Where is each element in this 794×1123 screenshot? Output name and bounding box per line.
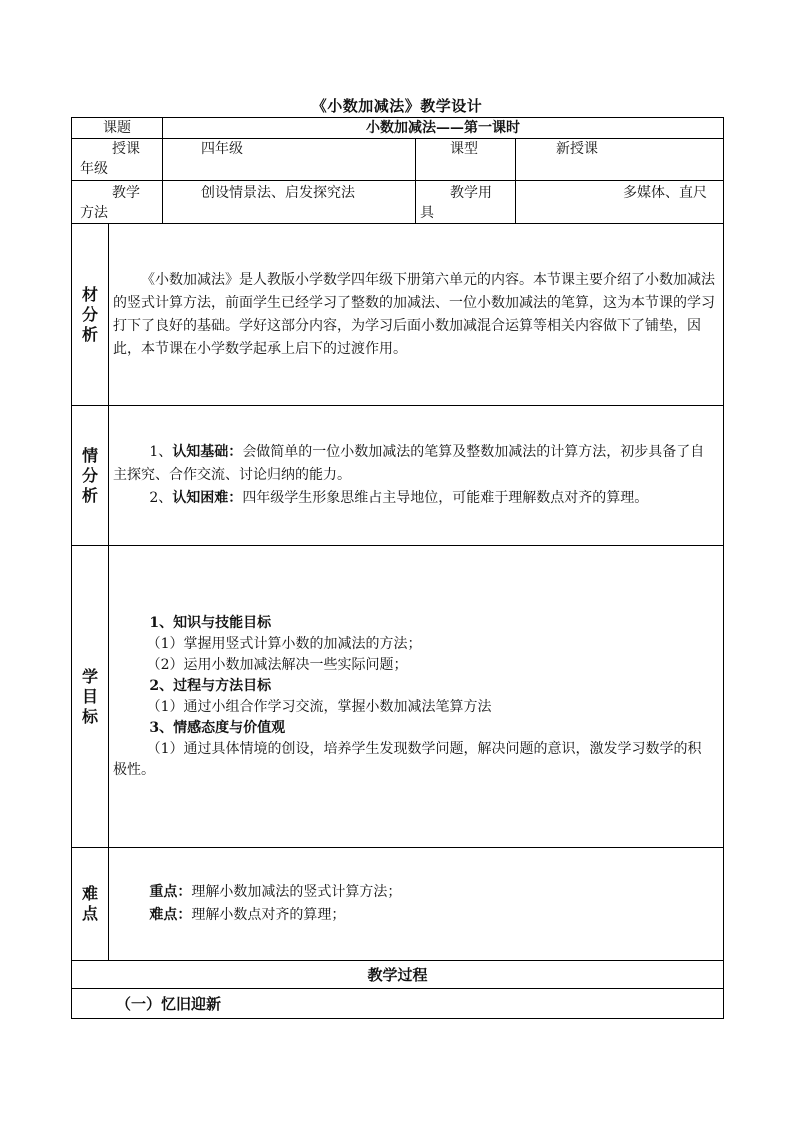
difficulty-row [72,848,724,961]
key-point-head: 重点： [149,884,192,900]
grade-value: 四年级 [163,139,416,181]
learner-item-1 [109,441,723,487]
page-title: 《小数加减法》教学设计 [311,97,483,115]
material-content [109,224,724,406]
key-point [109,881,723,904]
material-label-1: 材 [81,284,98,304]
difficulty-label [72,848,109,961]
goal-1-item-2: （2）运用小数加减法解决一些实际问题； [146,656,408,673]
hard-point-head: 难点： [149,907,192,923]
learner-item-2-text: 四年级学生形象思维占主导地位，可能难于理解数点对齐的算理。 [242,490,649,506]
learner-label [72,406,109,546]
topic-row [72,118,724,139]
learner-item-1-text: 会做简单的一位小数加减法的笔算及整数加减法的计算方法，初步具备了自主探究、合作交流、讨论归纳的能力。 [113,444,705,483]
goal-3-item-1: （1）通过具体情境的创设，培养学生发现数学问题，解决问题的意识，激发学习数学的积极性。 [113,740,702,778]
tools-value: 多媒体、直尺 [516,181,724,224]
method-label-a: 教学 [112,185,140,201]
goal-2-heading: 2、过程与方法目标 [149,677,272,694]
method-label-cell [72,181,163,224]
difficulty-content [109,848,724,961]
grade-label-b: 年级 [80,161,108,177]
grade-row [72,139,724,181]
tools-label-cell [416,181,516,224]
learner-item-2-head: 认知困难： [172,490,243,506]
process-section-row [72,989,724,1019]
method-row [72,181,724,224]
method-label-b: 方法 [80,205,108,221]
learner-item-2-num: 2、 [149,490,173,506]
type-label: 课型 [416,139,516,181]
key-point-text: 理解小数加减法的竖式计算方法； [191,884,402,900]
type-value: 新授课 [516,139,724,181]
method-value: 创设情景法、启发探究法 [163,181,416,224]
goal-1-heading: 1、知识与技能目标 [149,614,272,631]
topic-label: 课题 [72,118,163,139]
goal-1-item-1: （1）掌握用竖式计算小数的加减法的方法； [146,635,422,652]
lesson-plan-table [71,117,724,1019]
process-heading-row [72,961,724,989]
difficulty-label-2: 点 [81,904,98,923]
material-label [72,224,109,406]
learner-label-3: 析 [81,485,98,505]
learner-item-1-head: 认知基础： [172,444,243,460]
goals-label-1: 学 [81,666,98,686]
goals-content [109,546,724,848]
material-analysis-row [72,224,724,406]
learner-label-1: 情 [81,445,98,465]
learner-analysis-row [72,406,724,546]
learner-content [109,406,724,546]
goals-label-2: 目 [81,686,98,706]
learner-item-2 [109,487,723,510]
topic-value: 小数加减法——第一课时 [163,118,724,139]
process-section-1: （一）忆旧迎新 [72,989,724,1019]
grade-label-cell [72,139,163,181]
tools-label-a: 教学用 [450,185,492,201]
learner-item-1-num: 1、 [149,444,173,460]
grade-label-a: 授课 [112,141,140,157]
hard-point-text: 理解小数点对齐的算理； [191,907,346,923]
hard-point [109,904,723,927]
goal-3-heading: 3、情感态度与价值观 [149,719,286,736]
material-label-3: 析 [81,324,98,344]
material-text: 《小数加减法》是人教版小学数学四年级下册第六单元的内容。本节课主要介绍了小数加减法的竖式计算方法，前面学生已经学习了整数的加减法、一位小数加减法的笔算，这为本节课的学习打下了良好的基础。学好这部分内容，为学习后面小数加减混合运算等相关内容做下了铺垫，因此，本节课在小学数学起承上启下的过渡作用。 [113,271,715,357]
tools-label-b: 具 [420,205,434,221]
process-heading: 教学过程 [72,961,724,989]
goals-label [72,546,109,848]
learner-label-2: 分 [81,465,98,485]
goals-label-3: 标 [81,706,98,726]
difficulty-label-1: 难 [81,884,98,903]
material-label-2: 分 [81,304,98,324]
goals-row [72,546,724,848]
goal-2-item-1: （1）通过小组合作学习交流，掌握小数加减法笔算方法 [146,698,492,715]
